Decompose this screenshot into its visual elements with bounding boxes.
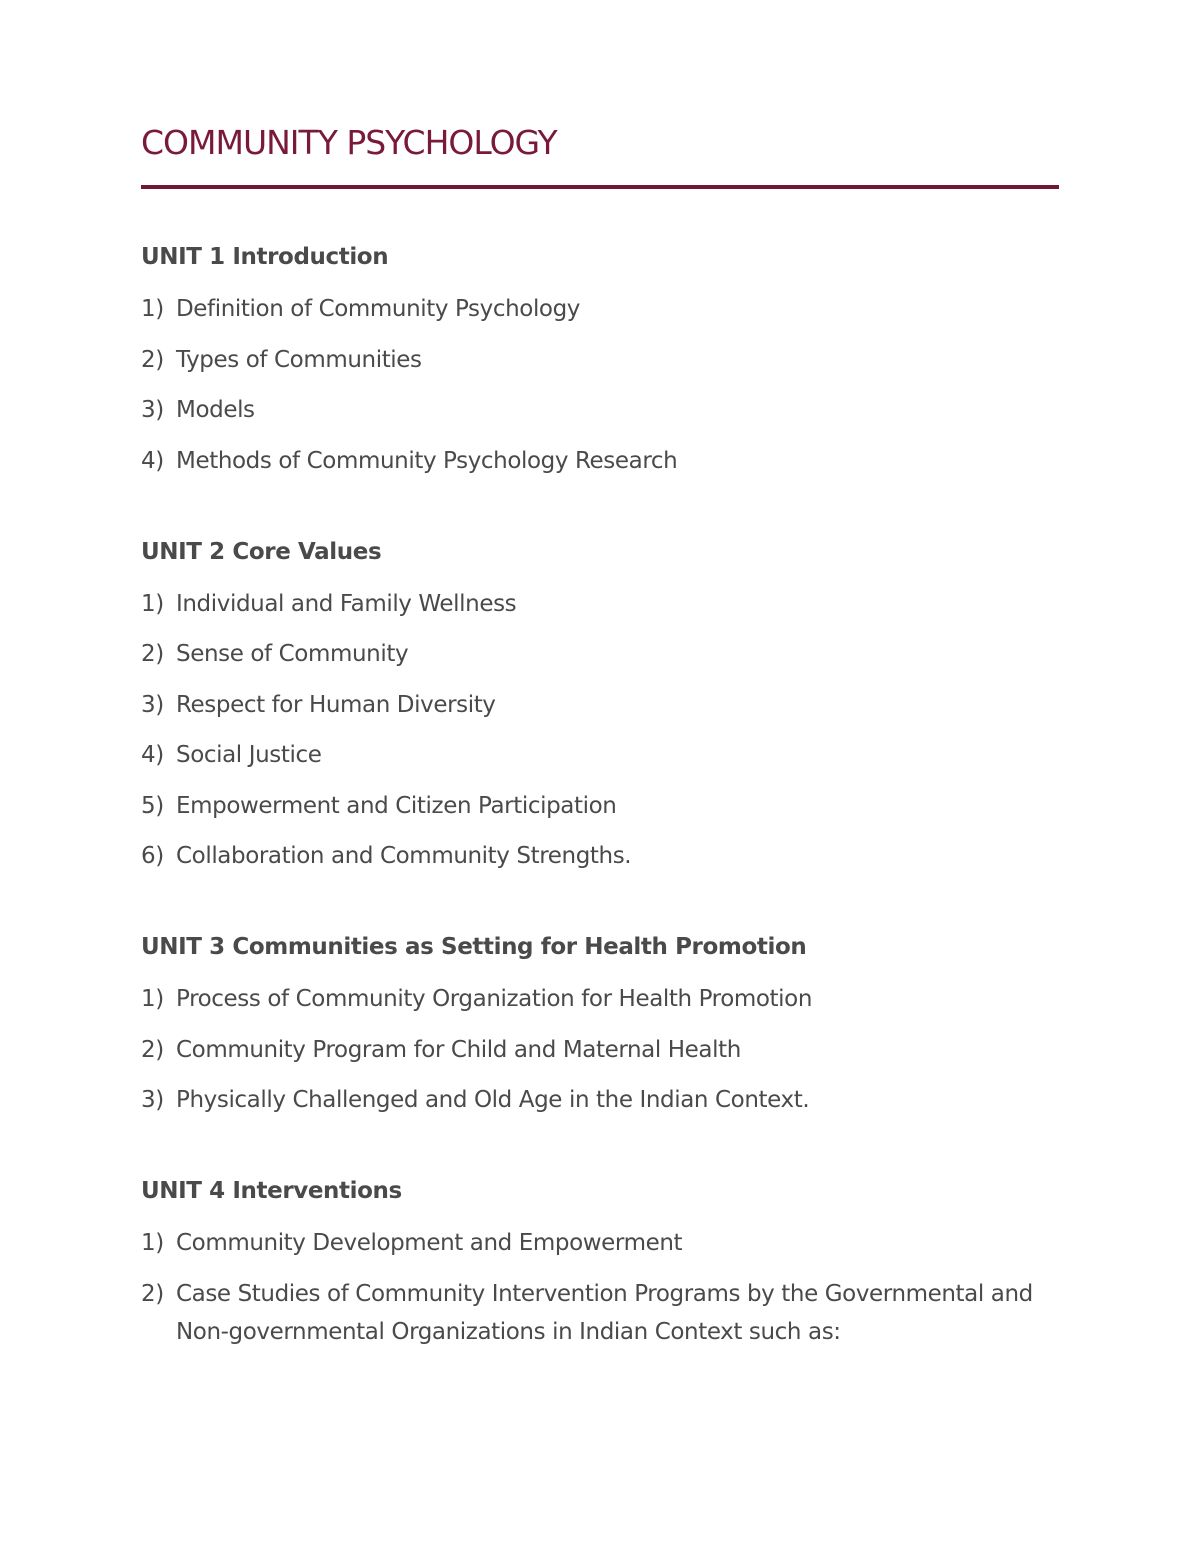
list-item-text: Community Program for Child and Maternal Health [176, 1036, 741, 1063]
list-item-text: Community Development and Empowerment [176, 1230, 683, 1256]
list-item-text: Collaboration and Community Strengths. [176, 843, 632, 869]
list-item-number: 4) [141, 447, 164, 474]
topic-list [141, 290, 1059, 480]
list-item [141, 391, 1059, 429]
list-item-number: 1) [141, 590, 164, 617]
list-item-number: 2) [141, 1280, 164, 1307]
list-item-text: Sense of Community [176, 641, 409, 667]
unit-heading: UNIT 1 Introduction [141, 244, 389, 270]
list-item-text: Models [176, 397, 255, 423]
title-divider [141, 185, 1059, 189]
list-item [141, 1031, 1059, 1069]
list-item-text: Physically Challenged and Old Age in the Indian Context. [176, 1087, 810, 1113]
list-item-number: 1) [141, 296, 164, 322]
list-item-number: 2) [141, 1036, 164, 1063]
list-item-number: 1) [141, 1230, 164, 1256]
list-item [141, 787, 1059, 825]
list-item-text: Methods of Community Psychology Research [176, 447, 678, 474]
list-item-number: 5) [141, 792, 164, 819]
list-item [141, 837, 1059, 875]
list-item [141, 585, 1059, 623]
list-item [141, 635, 1059, 673]
list-item [141, 1275, 1059, 1351]
list-item-number: 1) [141, 986, 164, 1012]
list-item [141, 442, 1059, 480]
list-item-text: Empowerment and Citizen Participation [176, 792, 617, 819]
list-item-text: Process of Community Organization for Health Promotion [176, 986, 813, 1012]
list-item [141, 1224, 1059, 1262]
list-item-text: Respect for Human Diversity [176, 691, 496, 718]
unit-heading: UNIT 4 Interventions [141, 1178, 402, 1204]
list-item-text: Individual and Family Wellness [176, 590, 517, 617]
unit-4-section [141, 1174, 1059, 1351]
list-item-text: Definition of Community Psychology [176, 296, 581, 322]
unit-heading: UNIT 2 Core Values [141, 538, 382, 565]
unit-3-section [141, 930, 1059, 1119]
unit-heading: UNIT 3 Communities as Setting for Health Promotion [141, 934, 807, 960]
unit-2-section [141, 535, 1059, 876]
topic-list [141, 1224, 1059, 1351]
list-item-number: 3) [141, 1087, 164, 1113]
topic-list [141, 980, 1059, 1119]
list-item-number: 3) [141, 397, 164, 423]
list-item [141, 1081, 1059, 1119]
list-item-number: 2) [141, 641, 164, 667]
list-item-number: 2) [141, 346, 164, 373]
list-item [141, 686, 1059, 724]
list-item [141, 736, 1059, 774]
unit-1-section [141, 240, 1059, 480]
list-item-text: Types of Communities [176, 346, 422, 373]
document-page [141, 118, 1059, 1363]
document-title: COMMUNITY PSYCHOLOGY [141, 123, 557, 162]
list-item [141, 290, 1059, 328]
topic-list [141, 585, 1059, 876]
list-item-number: 3) [141, 691, 164, 718]
list-item-text: Case Studies of Community Intervention Programs by the Governmental and Non-governmental Organizations in Indian Context such as: [176, 1280, 1033, 1345]
list-item-number: 4) [141, 742, 164, 768]
list-item-text: Social Justice [176, 742, 322, 768]
list-item [141, 341, 1059, 379]
units-container [141, 240, 1059, 1351]
list-item-number: 6) [141, 843, 164, 869]
list-item [141, 980, 1059, 1018]
